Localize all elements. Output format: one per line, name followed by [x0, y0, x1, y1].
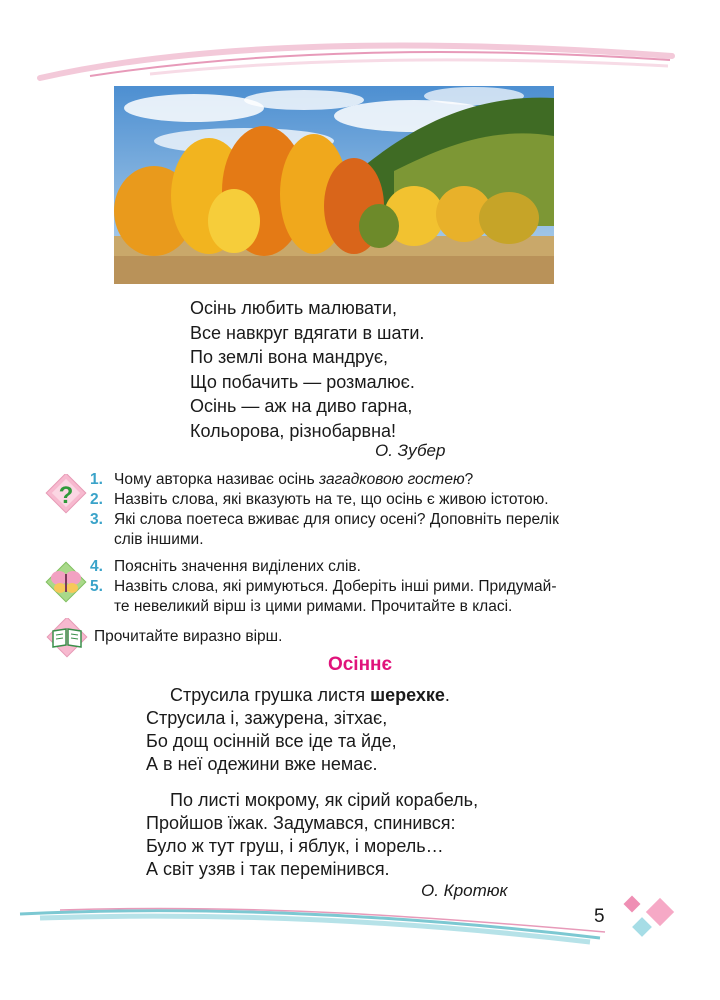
svg-text:?: ?: [58, 482, 74, 509]
poem-line: Що побачить — розмалює.: [190, 371, 415, 392]
question-item: [90, 577, 556, 597]
highlighted-word: шерехке: [370, 685, 445, 705]
poem-autumn: [190, 296, 424, 443]
question-continuation: слів іншими.: [114, 531, 204, 548]
question-text: Назвіть слова, які римуються. Доберіть інші рими. Придумай-: [114, 578, 557, 595]
page-number: 5: [594, 906, 605, 927]
question-text: Назвіть слова, які вказують на те, що осінь є живою істотою.: [114, 491, 549, 508]
question-number: 4.: [90, 558, 103, 575]
poem-line: По листі мокрому, як сірий корабель,: [170, 790, 479, 810]
task-instruction: Прочитайте виразно вірш.: [94, 628, 283, 645]
questions-list-1: [90, 470, 559, 550]
poem-line: [146, 684, 450, 707]
poem-stanza-2: [146, 789, 478, 881]
question-punct: ?: [464, 471, 474, 488]
question-continuation: те невеликий вірш із цими римами. Прочитайте в класі.: [114, 598, 513, 615]
autumn-landscape-photo: [114, 86, 554, 284]
question-icon: [44, 474, 88, 516]
top-swoosh: [0, 30, 720, 90]
poem-line-punct: .: [444, 685, 450, 705]
poem-line: А світ узяв і так перемінився.: [146, 859, 390, 879]
bottom-swoosh: [0, 898, 720, 948]
poem-line: По землі вона мандрує,: [190, 347, 389, 367]
question-number: 5.: [90, 578, 103, 595]
question-item: [90, 490, 559, 510]
poem-stanza-1: [146, 684, 450, 776]
book-icon: [45, 618, 89, 658]
poem-line: Струсила і, зажурена, зітхає,: [146, 708, 388, 728]
question-number: 2.: [90, 491, 103, 508]
questions-list-2: [90, 557, 556, 617]
poem-line: Було ж тут груш, і яблук, і морель…: [146, 836, 444, 856]
poem-author: О. Кротюк: [421, 881, 508, 900]
diamond-decoration: [618, 892, 682, 944]
poem-line: Все навкруг вдягати в шати.: [190, 322, 425, 343]
butterfly-icon: [44, 561, 88, 605]
question-text: Чому авторка називає осінь: [114, 471, 319, 488]
question-item: [90, 557, 556, 577]
poem-line: Осінь любить малювати,: [190, 298, 397, 318]
poem-line: Осінь — аж на диво гарна,: [190, 396, 413, 416]
poem-line: А в неї одежини вже немає.: [146, 754, 378, 774]
question-item: [90, 510, 559, 530]
poem-line: Бо дощ осінній все іде та йде,: [146, 731, 397, 751]
poem-line: Кольорова, різнобарвна!: [190, 420, 397, 441]
question-number: 1.: [90, 471, 103, 488]
poem-author: О. Зубер: [375, 441, 446, 460]
highlighted-phrase: загадковою гостею: [319, 471, 465, 488]
poem-line: Пройшов їжак. Задумався, спинився:: [146, 813, 456, 833]
question-text: Поясніть значення виділених слів.: [114, 558, 361, 575]
question-text: Які слова поетеса вживає для опису осені? Доповніть перелік: [114, 511, 559, 528]
poem-title: Осіннє: [327, 654, 393, 675]
question-number: 3.: [90, 511, 103, 528]
question-item: [90, 470, 559, 490]
poem-line-text: Струсила грушка листя: [170, 685, 371, 705]
